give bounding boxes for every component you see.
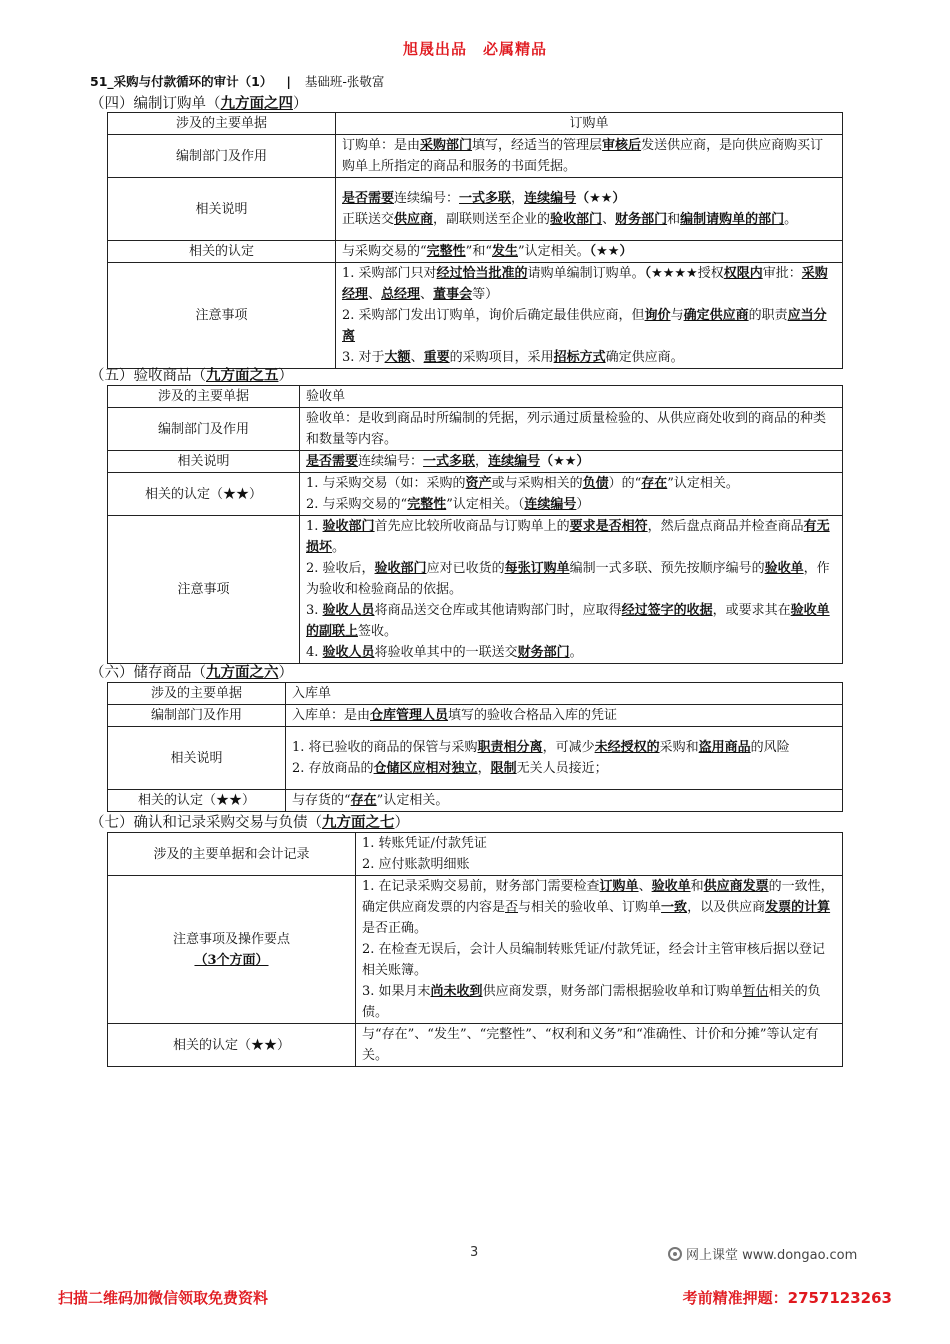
row-label: 注意事项	[108, 263, 336, 369]
row-label: 相关的认定（★★）	[108, 1024, 356, 1067]
banner: 旭晟出品 必属精品	[402, 40, 547, 58]
dept-cell: 入库单：是由仓库管理人员填写的验收合格品入库的凭证	[286, 705, 843, 727]
page-number: 3	[470, 1245, 479, 1260]
notes-cell	[356, 876, 843, 1024]
note-item: 1. 在记录采购交易前，财务部门需要检查订购单、验收单和供应商发票的一致性，确定供应商发票的内容是否与相关的验收单、订购单一致，以及供应商发票的计算是否正确。	[362, 879, 834, 936]
assert-cell: 与存货的“存在”认定相关。	[286, 790, 843, 812]
dept-cell: 验收单：是收到商品时所编制的凭据，列示通过质量检验的、从供应商处收到的商品的种类和数量等内容。	[300, 408, 843, 451]
row-label: 相关说明	[108, 178, 336, 241]
note-item: 1. 采购部门只对经过恰当批准的请购单编制订购单。（★★★★授权权限内审批：采购经理、总经理、董事会等）	[342, 266, 828, 302]
row-label: 涉及的主要单据	[108, 683, 286, 705]
note-item: 2. 验收后，验收部门应对已收货的每张订购单编制一式多联、预先按顺序编号的验收单，作为验收和检验商品的依据。	[306, 561, 830, 597]
note-item: 2. 采购部门发出订购单，询价后确定最佳供应商，但询价与确定供应商的职责应当分离	[342, 308, 827, 344]
row-label: 相关的认定	[108, 241, 336, 263]
brand-logo-icon	[668, 1247, 682, 1261]
row-label: 相关说明	[108, 727, 286, 790]
course-title: 51_采购与付款循环的审计（1）	[90, 74, 273, 89]
separator: |	[286, 74, 291, 89]
docs-cell: 1. 转账凭证/付款凭证 2. 应付账款明细账	[356, 833, 843, 876]
section-7-title: （七）确认和记录采购交易与负债（九方面之七）	[90, 814, 409, 831]
course-class: 基础班-张敬富	[304, 74, 385, 89]
desc-cell: 是否需要连续编号：一式多联，连续编号（★★） 正联送交供应商，副联则送至企业的验收部门、财务部门和编制请购单的部门。	[336, 178, 843, 241]
row-label: 相关的认定（★★）	[108, 473, 300, 516]
brand-text: 网上课堂 www.dongao.com	[686, 1248, 858, 1263]
row-label: 相关的认定（★★）	[108, 790, 286, 812]
section-5-table	[107, 385, 843, 664]
promo-left: 扫描二维码加微信领取免费资料	[58, 1289, 269, 1307]
note-item: 3. 验收人员将商品送交仓库或其他请购部门时，应取得经过签字的收据，或要求其在验收单的副联上签收。	[306, 603, 830, 639]
dept-cell: 订购单：是由采购部门填写，经适当的管理层审核后发送供应商，是向供应商购买订购单上所指定的商品和服务的书面凭据。	[336, 135, 843, 178]
assert-cell: 与“存在”、“发生”、“完整性”、“权利和义务”和“准确性、计价和分摊”等认定有关。	[356, 1024, 843, 1067]
row-label: 编制部门及作用	[108, 705, 286, 727]
section-4-table	[107, 112, 843, 369]
doc-value: 入库单	[286, 683, 843, 705]
section-7-table	[107, 832, 843, 1067]
row-label: 编制部门及作用	[108, 408, 300, 451]
note-item: 1. 验收部门首先应比较所收商品与订购单上的要求是否相符，然后盘点商品并检查商品有无损坏。	[306, 519, 830, 555]
section-4-title: （四）编制订购单（九方面之四）	[90, 95, 308, 112]
section-5-title: （五）验收商品（九方面之五）	[90, 367, 293, 384]
note-item: 3. 对于大额、重要的采购项目，采用招标方式确定供应商。	[342, 350, 684, 365]
brand	[668, 1244, 857, 1263]
note-item: 3. 如果月末尚未收到供应商发票，财务部门需根据验收单和订购单暂估相关的负债。	[362, 984, 821, 1020]
note-item: 2. 在检查无误后，会计人员编制转账凭证/付款凭证，经会计主管审核后据以登记相关账簿。	[362, 942, 825, 978]
desc-cell: 1. 将已验收的商品的保管与采购职责相分离，可减少未经授权的采购和盗用商品的风险 2. 存放商品的仓储区应相对独立，限制无关人员接近；	[286, 727, 843, 790]
course-header	[90, 72, 384, 90]
row-label: 注意事项及操作要点 （3个方面）	[108, 876, 356, 1024]
section-6-title: （六）储存商品（九方面之六）	[90, 664, 293, 681]
notes-cell	[336, 263, 843, 369]
section-6-table	[107, 682, 843, 812]
row-label: 涉及的主要单据	[108, 113, 336, 135]
row-label: 涉及的主要单据和会计记录	[108, 833, 356, 876]
doc-value: 订购单	[336, 113, 843, 135]
promo-right: 考前精准押题：2757123263	[682, 1289, 892, 1307]
doc-value: 验收单	[300, 386, 843, 408]
row-label: 编制部门及作用	[108, 135, 336, 178]
assert-cell: 1. 与采购交易（如：采购的资产或与采购相关的负债）的“存在”认定相关。 2. 与采购交易的“完整性”认定相关。（连续编号）	[300, 473, 843, 516]
note-item: 4. 验收人员将验收单其中的一联送交财务部门。	[306, 645, 583, 660]
row-label: 注意事项	[108, 516, 300, 664]
assert-cell: 与采购交易的“完整性”和“发生”认定相关。（★★）	[336, 241, 843, 263]
row-label: 涉及的主要单据	[108, 386, 300, 408]
desc-cell: 是否需要连续编号：一式多联，连续编号（★★）	[300, 451, 843, 473]
row-label: 相关说明	[108, 451, 300, 473]
notes-cell	[300, 516, 843, 664]
